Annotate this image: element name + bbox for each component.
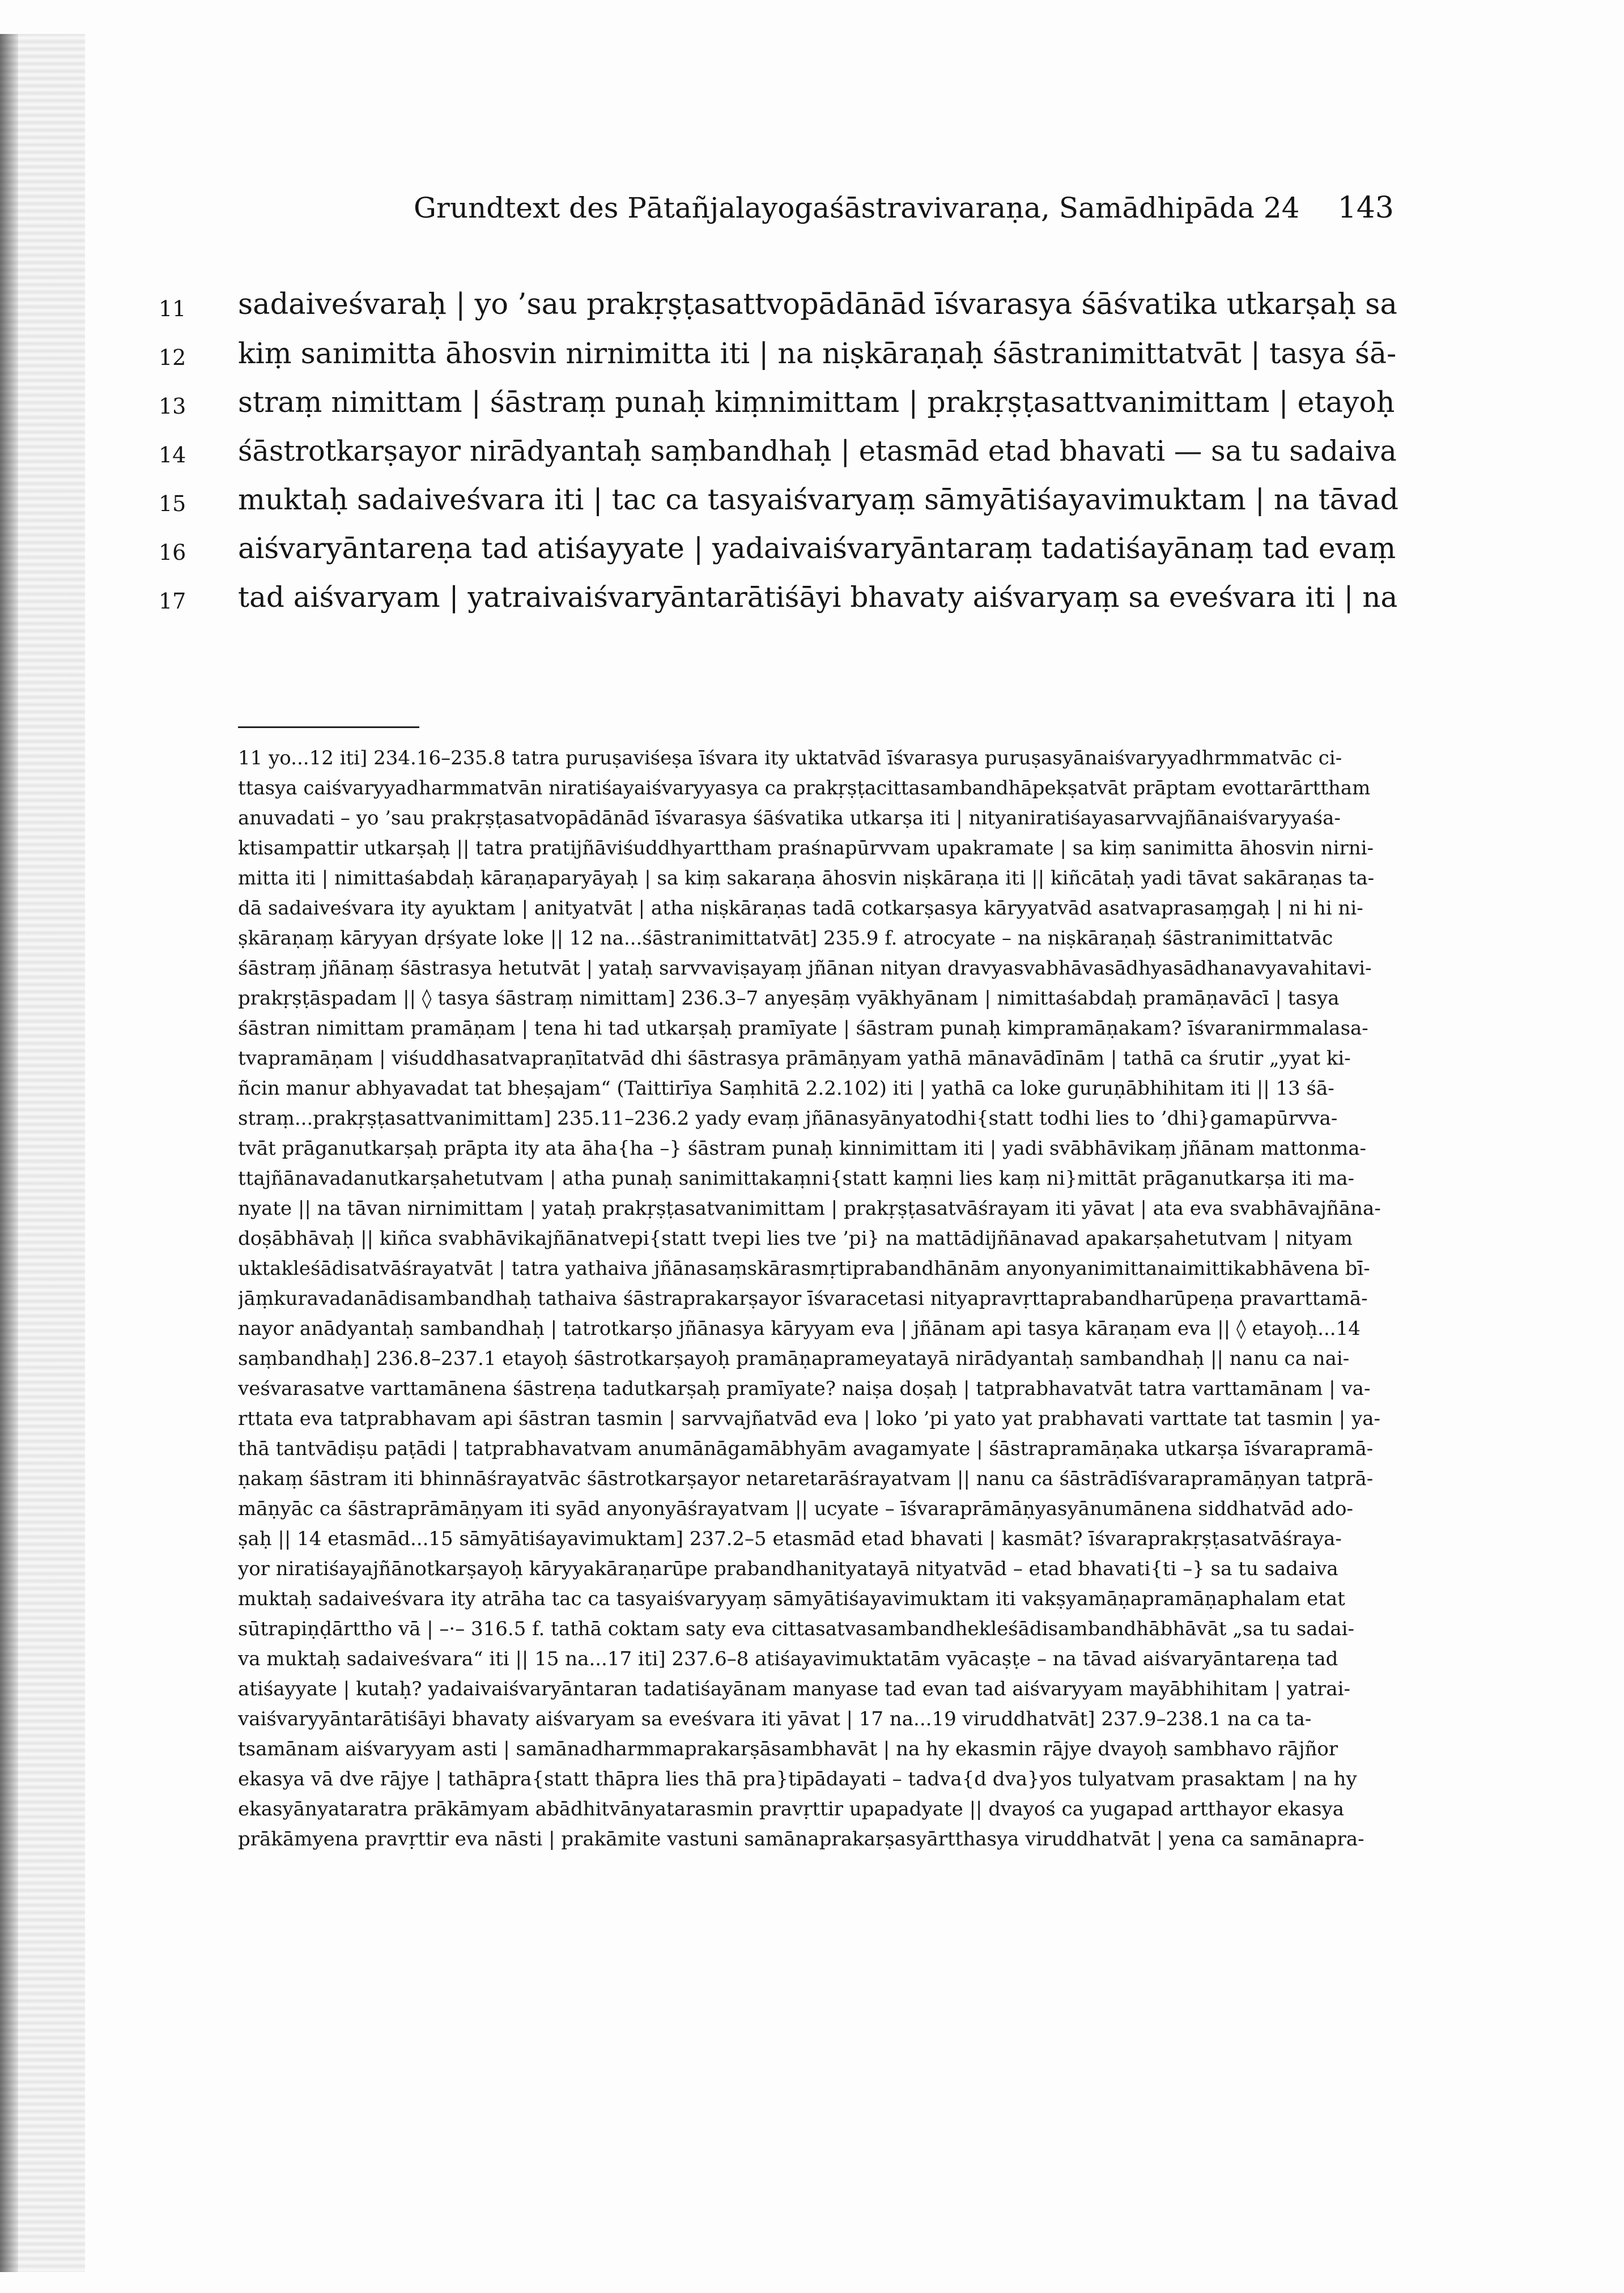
apparatus-line: atiśayyate | kutaḥ? yadaivaiśvaryāntaran tadatiśayānam manyase tad evan tad aiśvaryyam mayābhihitam | yatrai- bbox=[238, 1678, 1351, 1700]
scan-binding-edge bbox=[0, 34, 18, 2272]
text-line bbox=[159, 280, 1405, 329]
text-line bbox=[159, 573, 1405, 622]
line-number: 14 bbox=[159, 443, 186, 467]
apparatus-line: ttajñānavadanutkarṣahetutvam | atha punaḥ sanimittakaṃni{statt kaṃni lies kaṃ ni}mittāt prāganutkarṣa iti ma- bbox=[238, 1167, 1354, 1190]
apparatus-line: uktakleśādisatvāśrayatvāt | tatra yathaiva jñānasaṃskārasmṛtiprabandhānām anyonyanimittanaimittikabhāvena bī- bbox=[238, 1257, 1370, 1280]
critical-apparatus bbox=[238, 743, 1417, 1854]
line-number: 12 bbox=[159, 345, 186, 370]
apparatus-line: sūtrapiṇḍārttho vā | –·– 316.5 f. tathā coktam saty eva cittasatvasambandhekleśādisambandhābhāvāt „sa tu sadai- bbox=[238, 1618, 1354, 1640]
line-number: 15 bbox=[159, 491, 186, 516]
apparatus-line: va muktaḥ sadaiveśvara“ iti || 15 na...17 iti] 237.6–8 atiśayavimuktatām vyācaṣṭe – na tāvad aiśvaryāntareṇa tad bbox=[238, 1648, 1338, 1670]
apparatus-line: mitta iti | nimittaśabdaḥ kāraṇaparyāyaḥ | sa kiṃ sakaraṇa āhosvin niṣkāraṇa iti || kiñcātaḥ yadi tāvat sakāraṇas ta- bbox=[238, 867, 1375, 890]
apparatus-line: ktisampattir utkarṣaḥ || tatra pratijñāviśuddhyarttham praśnapūrvvam upakramate | sa kiṃ sanimitta āhosvin nirni- bbox=[238, 837, 1374, 860]
apparatus-line: ṣaḥ || 14 etasmād...15 sāmyātiśayavimuktam] 237.2–5 etasmād etad bhavati | kasmāt? īśvaraprakṛṣṭasatvāśraya- bbox=[238, 1528, 1342, 1550]
apparatus-line: rttata eva tatprabhavam api śāstran tasmin | sarvvajñatvād eva | loko ’pi yato yat prabhavati varttate tat tasmin | ya- bbox=[238, 1407, 1380, 1430]
line-number: 16 bbox=[159, 540, 186, 565]
line-text: aiśvaryāntareṇa tad atiśayyate | yadaivaiśvaryāntaraṃ tadatiśayānaṃ tad evaṃ bbox=[238, 531, 1396, 565]
line-number: 11 bbox=[159, 296, 186, 321]
apparatus-line: ekasya vā dve rājye | tathāpra{statt thāpra lies thā pra}tipādayati – tadva{d dva}yos tulyatvam prasaktam | na hy bbox=[238, 1768, 1357, 1790]
apparatus-line: tsamānam aiśvaryyam asti | samānadharmmaprakarṣāsambhavāt | na hy ekasmin rājye dvayoḥ sambhavo rājñor bbox=[238, 1738, 1338, 1760]
apparatus-line: tvapramāṇam | viśuddhasatvapraṇītatvād dhi śāstrasya prāmāṇyam yathā mānavādīnām | tathā ca śrutir „yyat ki- bbox=[238, 1047, 1351, 1070]
apparatus-line: tvāt prāganutkarṣaḥ prāpta ity ata āha{ha –} śāstram punaḥ kinnimittam iti | yadi svābhāvikaṃ jñānam mattonma- bbox=[238, 1137, 1367, 1160]
page-header bbox=[238, 185, 1394, 231]
text-line bbox=[159, 524, 1405, 573]
apparatus-line: śāstran nimittam pramāṇam | tena hi tad utkarṣaḥ pramīyate | śāstram punaḥ kimpramāṇakam? īśvaranirmmalasa- bbox=[238, 1017, 1368, 1040]
line-text: sadaiveśvaraḥ | yo ’sau prakṛṣṭasattvopādānād īśvarasya śāśvatika utkarṣaḥ sa bbox=[238, 288, 1397, 321]
text-line bbox=[159, 475, 1405, 524]
line-text: śāstrotkarṣayor nirādyantaḥ saṃbandhaḥ | etasmād etad bhavati — sa tu sadaiva bbox=[238, 435, 1397, 467]
apparatus-line: ñcin manur abhyavadat tat bheṣajam“ (Taittirīya Saṃhitā 2.2.102) iti | yathā ca loke guruṇābhihitam iti || 13 śā- bbox=[238, 1077, 1334, 1100]
text-line bbox=[159, 329, 1405, 378]
apparatus-line: muktaḥ sadaiveśvara ity atrāha tac ca tasyaiśvaryyaṃ sāmyātiśayavimuktam iti vakṣyamāṇapramāṇaphalam etat bbox=[238, 1588, 1345, 1610]
line-text: tad aiśvaryam | yatraivaiśvaryāntarātiśāyi bhavaty aiśvaryaṃ sa eveśvara iti | na bbox=[238, 581, 1398, 614]
apparatus-line: prākāmyena pravṛttir eva nāsti | prakāmite vastuni samānaprakarṣasyārtthasya viruddhatvāt | yena ca samānapra- bbox=[238, 1828, 1364, 1850]
apparatus-line: vaiśvaryyāntarātiśāyi bhavaty aiśvaryam sa eveśvara iti yāvat | 17 na...19 viruddhatvāt] 237.9–238.1 na ca ta- bbox=[238, 1708, 1312, 1730]
main-text-block bbox=[159, 280, 1405, 622]
apparatus-line: māṇyāc ca śāstraprāmāṇyam iti syād anyonyāśrayatvam || ucyate – īśvaraprāmāṇyasyānumānena siddhatvād ado- bbox=[238, 1498, 1353, 1520]
text-line bbox=[159, 378, 1405, 427]
apparatus-line: ṣkāraṇaṃ kāryyan dṛśyate loke || 12 na...śāstranimittatvāt] 235.9 f. atrocyate – na niṣkāraṇaḥ śāstranimittatvāc bbox=[238, 927, 1333, 950]
text-line bbox=[159, 427, 1405, 475]
line-text: muktaḥ sadaiveśvara iti | tac ca tasyaiśvaryaṃ sāmyātiśayavimuktam | na tāvad bbox=[238, 483, 1398, 516]
apparatus-line: anuvadati – yo ’sau prakṛṣṭasatvopādānād īśvarasya śāśvatika utkarṣa iti | nityaniratiśayasarvvajñānaiśvaryyaśa- bbox=[238, 807, 1341, 829]
apparatus-line: nyate || na tāvan nirnimittam | yataḥ prakṛṣṭasatvanimittam | prakṛṣṭasatvāśrayam iti yāvat | ata eva svabhāvajñāna- bbox=[238, 1197, 1381, 1220]
line-text: straṃ nimittam | śāstraṃ punaḥ kiṃnimittam | prakṛṣṭasattvanimittam | etayoḥ bbox=[238, 385, 1395, 419]
apparatus-line: dā sadaiveśvara ity ayuktam | anityatvāt | atha niṣkāraṇas tadā cotkarṣasya kāryyatvād asatvaprasaṃgaḥ | ni hi ni- bbox=[238, 897, 1363, 920]
apparatus-line: ṇakaṃ śāstram iti bhinnāśrayatvāc śāstrotkarṣayor netaretarāśrayatvam || nanu ca śāstrādīśvarapramāṇyan tatprā- bbox=[238, 1467, 1374, 1490]
apparatus-line: nayor anādyantaḥ sambandhaḥ | tatrotkarṣo jñānasya kāryyam eva | jñānam api tasya kāraṇam eva || ◊ etayoḥ...14 bbox=[238, 1317, 1361, 1340]
apparatus-line: thā tantvādiṣu paṭādi | tatprabhavatvam anumānāgamābhyām avagamyate | śāstrapramāṇaka utkarṣa īśvarapramā- bbox=[238, 1437, 1374, 1460]
apparatus-line: prakṛṣṭāspadam || ◊ tasya śāstraṃ nimittam] 236.3–7 anyeṣāṃ vyākhyānam | nimittaśabdaḥ pramāṇavācī | tasya bbox=[238, 987, 1340, 1010]
apparatus-line: veśvarasatve varttamānena śāstreṇa tadutkarṣaḥ pramīyate? naiṣa doṣaḥ | tatprabhavatvāt tatra varttamānam | va- bbox=[238, 1377, 1371, 1400]
apparatus-line: doṣābhāvaḥ || kiñca svabhāvikajñānatvepi{statt tvepi lies tve ’pi} na mattādijñānavad apakarṣahetutvam | nityam bbox=[238, 1227, 1353, 1250]
page-number: 143 bbox=[1337, 191, 1394, 225]
footnote-rule bbox=[238, 726, 419, 728]
line-number: 13 bbox=[159, 394, 186, 419]
apparatus-line: yor niratiśayajñānotkarṣayoḥ kāryyakāraṇarūpe prabandhanityatayā nityatvād – etad bhavati{ti –} sa tu sadaiva bbox=[238, 1558, 1338, 1580]
line-number: 17 bbox=[159, 589, 186, 614]
apparatus-line: saṃbandhaḥ] 236.8–237.1 etayoḥ śāstrotkarṣayoḥ pramāṇaprameyatayā nirādyantaḥ sambandhaḥ || nanu ca nai- bbox=[238, 1347, 1350, 1370]
line-text: kiṃ sanimitta āhosvin nirnimitta iti | na niṣkāraṇaḥ śāstranimittatvāt | tasya śā- bbox=[238, 337, 1397, 370]
apparatus-line: jāṃkuravadanādisambandhaḥ tathaiva śāstraprakarṣayor īśvaracetasi nityapravṛttaprabandharūpeṇa pravarttamā- bbox=[238, 1287, 1368, 1310]
apparatus-line: śāstraṃ jñānaṃ śāstrasya hetutvāt | yataḥ sarvvaviṣayaṃ jñānan nityan dravyasvabhāvasādhyasādhanavyavahitavi- bbox=[238, 957, 1372, 980]
apparatus-line: 11 yo...12 iti] 234.16–235.8 tatra puruṣaviśeṣa īśvara ity uktatvād īśvarasya puruṣasyānaiśvaryyadhrmmatvāc ci- bbox=[238, 747, 1342, 769]
running-head: Grundtext des Pātañjalayogaśāstravivaraṇa, Samādhipāda 24 bbox=[414, 192, 1300, 224]
apparatus-line: straṃ...prakṛṣṭasattvanimittam] 235.11–236.2 yady evaṃ jñānasyānyatodhi{statt todhi lies to ’dhi}gamapūrvva- bbox=[238, 1107, 1338, 1130]
apparatus-line: ttasya caiśvaryyadharmmatvān niratiśayaiśvaryyasya ca prakṛṣṭacittasambandhāpekṣatvāt prāptam evottarārttham bbox=[238, 777, 1371, 799]
apparatus-line: ekasyānyataratra prākāmyam abādhitvānyatarasmin pravṛttir upapadyate || dvayoś ca yugapad artthayor ekasya bbox=[238, 1798, 1345, 1820]
